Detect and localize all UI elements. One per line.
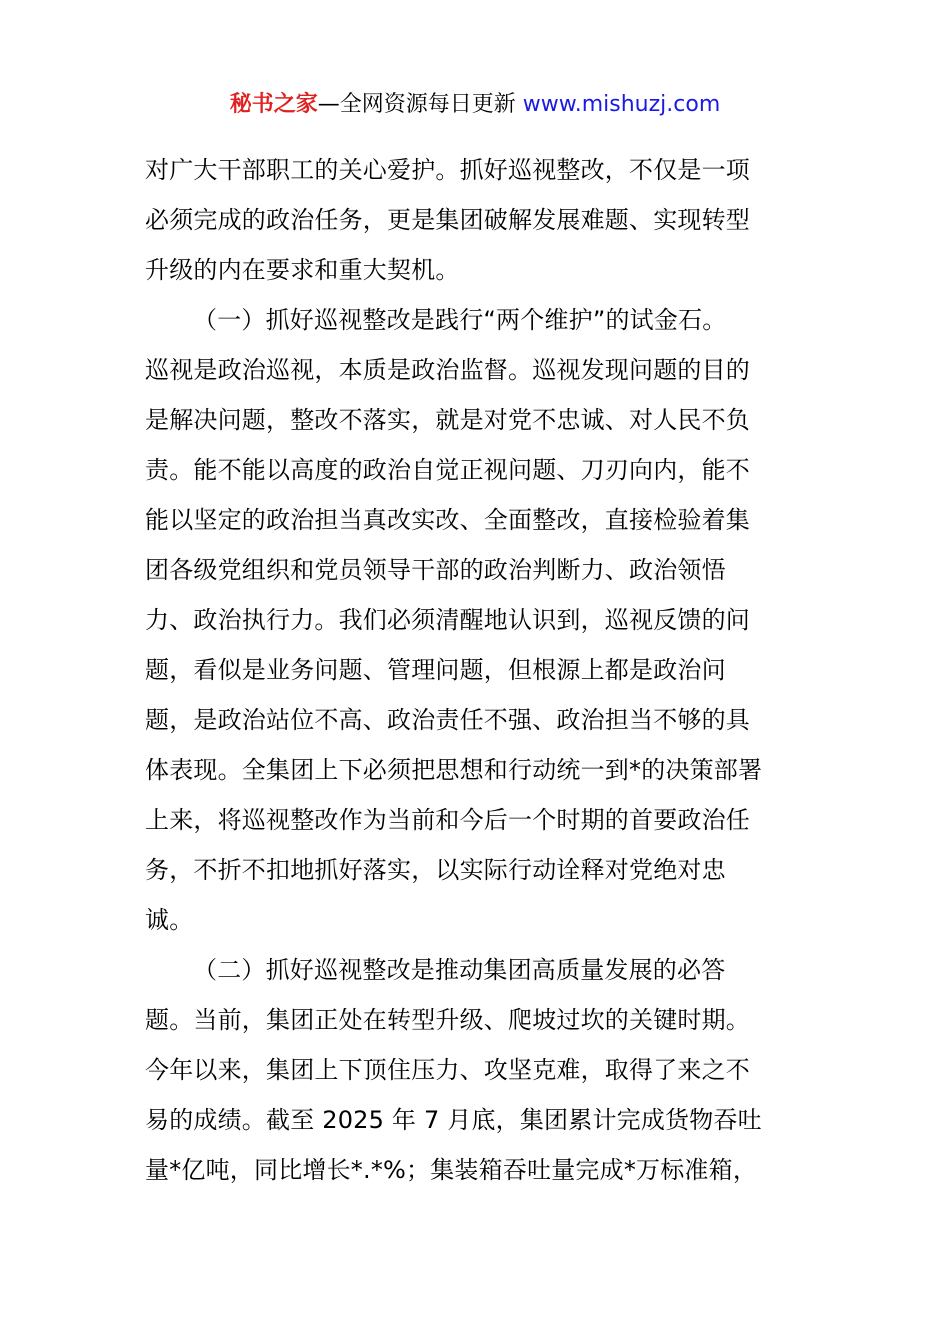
text-line: 对广大干部职工的关心爱护。抓好巡视整改，不仅是一项 [145,156,750,184]
site-header [0,88,950,122]
text-line: 务，不折不扣地抓好落实，以实际行动诠释对党绝对忠 [145,856,726,884]
site-url-link[interactable]: www.mishuzj.com [515,92,721,117]
text-line: 责。能不能以高度的政治自觉正视问题、刀刃向内，能不 [145,456,750,484]
text-line: 必须完成的政治任务，更是集团破解发展难题、实现转型 [145,206,750,234]
text-line: 是解决问题，整改不落实，就是对党不忠诚、对人民不负 [145,406,750,434]
text-line: 易的成绩。截至 2025 年 7 月底，集团累计完成货物吞吐 [145,1106,762,1134]
text-line: 题，是政治站位不高、政治责任不强、政治担当不够的具 [145,706,750,734]
text-line: 体表现。全集团上下必须把思想和行动统一到*的决策部署 [145,756,763,784]
text-line: 题，看似是业务问题、管理问题，但根源上都是政治问 [145,656,726,684]
text-line: 巡视是政治巡视，本质是政治监督。巡视发现问题的目的 [145,356,750,384]
section-heading-2: （二）抓好巡视整改是推动集团高质量发展的必答 [193,956,726,984]
text-line: 力、政治执行力。我们必须清醒地认识到，巡视反馈的问 [145,606,750,634]
text-line: 题。当前，集团正处在转型升级、爬坡过坎的关键时期。 [145,1006,750,1034]
text-line: 诚。 [145,906,194,934]
text-line: 能以坚定的政治担当真改实改、全面整改，直接检验着集 [145,506,750,534]
text-line: 上来，将巡视整改作为当前和今后一个时期的首要政治任 [145,806,750,834]
header-tagline: —全网资源每日更新 [317,92,516,117]
brand-name: 秘书之家 [229,92,318,117]
document-body [145,145,825,1195]
section-heading-1: （一）抓好巡视整改是践行“两个维护”的试金石。 [193,306,727,334]
text-line: 升级的内在要求和重大契机。 [145,256,460,284]
text-line: 量*亿吨，同比增长*.*%；集装箱吞吐量完成*万标准箱， [145,1156,758,1184]
text-line: 今年以来，集团上下顶住压力、攻坚克难，取得了来之不 [145,1056,750,1084]
text-line: 团各级党组织和党员领导干部的政治判断力、政治领悟 [145,556,726,584]
